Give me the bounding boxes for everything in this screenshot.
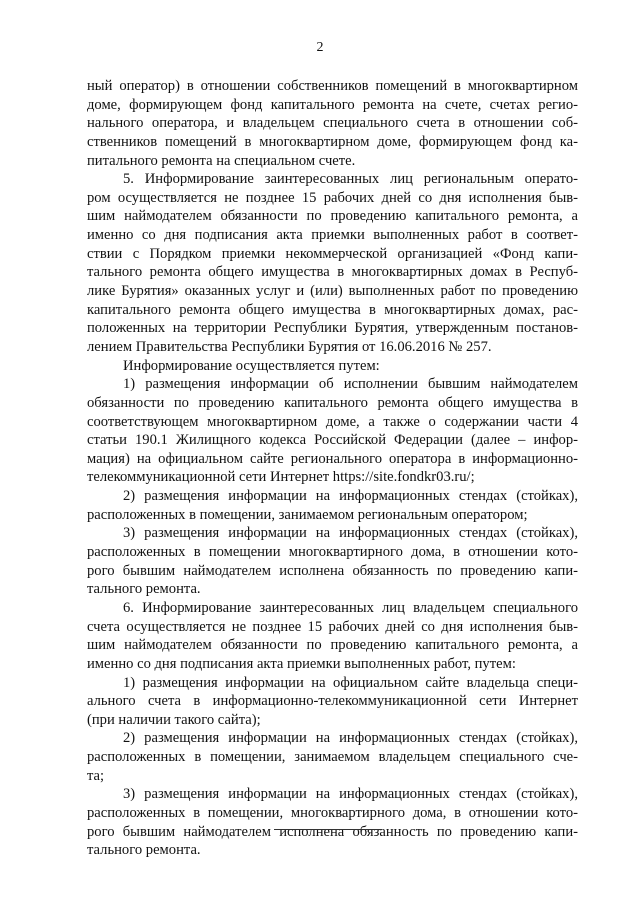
text-line: тального ремонта общего имущества в многоквартирных домах в Респуб- [87, 264, 578, 281]
text-line: ального счета в информационно-телекоммуникационной сети Интернет [87, 693, 578, 710]
text-line: именно со дня подписания акта приемки выполненных работ в соответ- [87, 227, 578, 244]
paragraph-6-start: 6. Информирование заинтересованных лиц владельцем специального [123, 599, 578, 616]
list-item-start: 2) размещения информации на информационных стендах (стойках), [123, 730, 578, 747]
text-line: лением Правительства Республики Бурятия от 16.06.2016 № 257. [87, 338, 492, 355]
text-line: лике Бурятия» оказанных услуг и (или) выполненных работ по проведению [87, 283, 578, 300]
text-line: расположенных в помещении, занимаемом региональным оператором; [87, 506, 528, 523]
list-item-start: 3) размещения информации на информационных стендах (стойках), [123, 786, 578, 803]
text-line: тального ремонта. [87, 842, 201, 859]
text-line: расположенных в помещении, занимаемом владельцем специального сче- [87, 749, 578, 766]
list-item-start: 2) размещения информации на информационных стендах (стойках), [123, 488, 578, 505]
footer-divider [274, 829, 382, 830]
list-item-start: 3) размещения информации на информационных стендах (стойках), [123, 525, 578, 542]
text-line: (при наличии такого сайта); [87, 711, 261, 728]
text-line: соответствующем многоквартирном доме, а также о содержании части 4 [87, 413, 578, 430]
list-item-start: 1) размещения информации на официальном сайте владельца специ- [123, 674, 578, 691]
text-line: мация) на официальном сайте регионального оператора в информационно- [87, 450, 578, 467]
text-line: обязанности по проведению капитального ремонта общего имущества в [87, 394, 578, 411]
text-line: шим наймодателем обязанности по проведению капитального ремонта, а [87, 637, 578, 654]
text-line: счета осуществляется не позднее 15 рабочих дней со дня исполнения быв- [87, 618, 578, 635]
text-line: тального ремонта. [87, 581, 201, 598]
text-line: ственников помещений в многоквартирном доме, формирующем фонд ка- [87, 133, 578, 150]
text-line: нального оператора, и владельцем специального счета в отношении соб- [87, 115, 578, 132]
text-line: капитального ремонта общего имущества в многоквартирных домах, рас- [87, 301, 578, 318]
text-line: именно со дня подписания акта приемки выполненных работ, путем: [87, 655, 516, 672]
text-line: положенных на территории Республики Бурятия, утвержденным постанов- [87, 320, 578, 337]
text-line: статьи 190.1 Жилищного кодекса Российской Федерации (далее – инфор- [87, 432, 578, 449]
text-line: Информирование осуществляется путем: [123, 357, 380, 374]
text-line: ствии с Порядком приемки некоммерческой организацией «Фонд капи- [87, 245, 578, 262]
paragraph-5-start: 5. Информирование заинтересованных лиц региональным операто- [123, 171, 578, 188]
document-body [87, 77, 578, 860]
text-line: расположенных в помещении, многоквартирного дома, в отношении кото- [87, 804, 578, 821]
text-line: телекоммуникационной сети Интернет https://site.fondkr03.ru/; [87, 469, 475, 486]
text-line: рого бывшим наймодателем исполнена обязанность по проведению капи- [87, 562, 578, 579]
text-line: доме, формирующем фонд капитального ремонта на счете, счетах регио- [87, 96, 578, 113]
page-number: 2 [316, 40, 324, 55]
text-line: питального ремонта на специальном счете. [87, 152, 356, 169]
list-item-start: 1) размещения информации об исполнении бывшим наймодателем [123, 376, 578, 393]
text-line: ром осуществляется не позднее 15 рабочих дней со дня исполнения быв- [87, 189, 578, 206]
text-line: ный оператор) в отношении собственников помещений в многоквартирном [87, 78, 578, 94]
text-line: расположенных в помещении многоквартирного дома, в отношении кото- [87, 544, 578, 561]
text-line: рого бывшим наймодателем исполнена обязанность по проведению капи- [87, 823, 578, 840]
text-line: шим наймодателем обязанности по проведению капитального ремонта, а [87, 208, 578, 225]
text-line: та; [87, 767, 105, 784]
